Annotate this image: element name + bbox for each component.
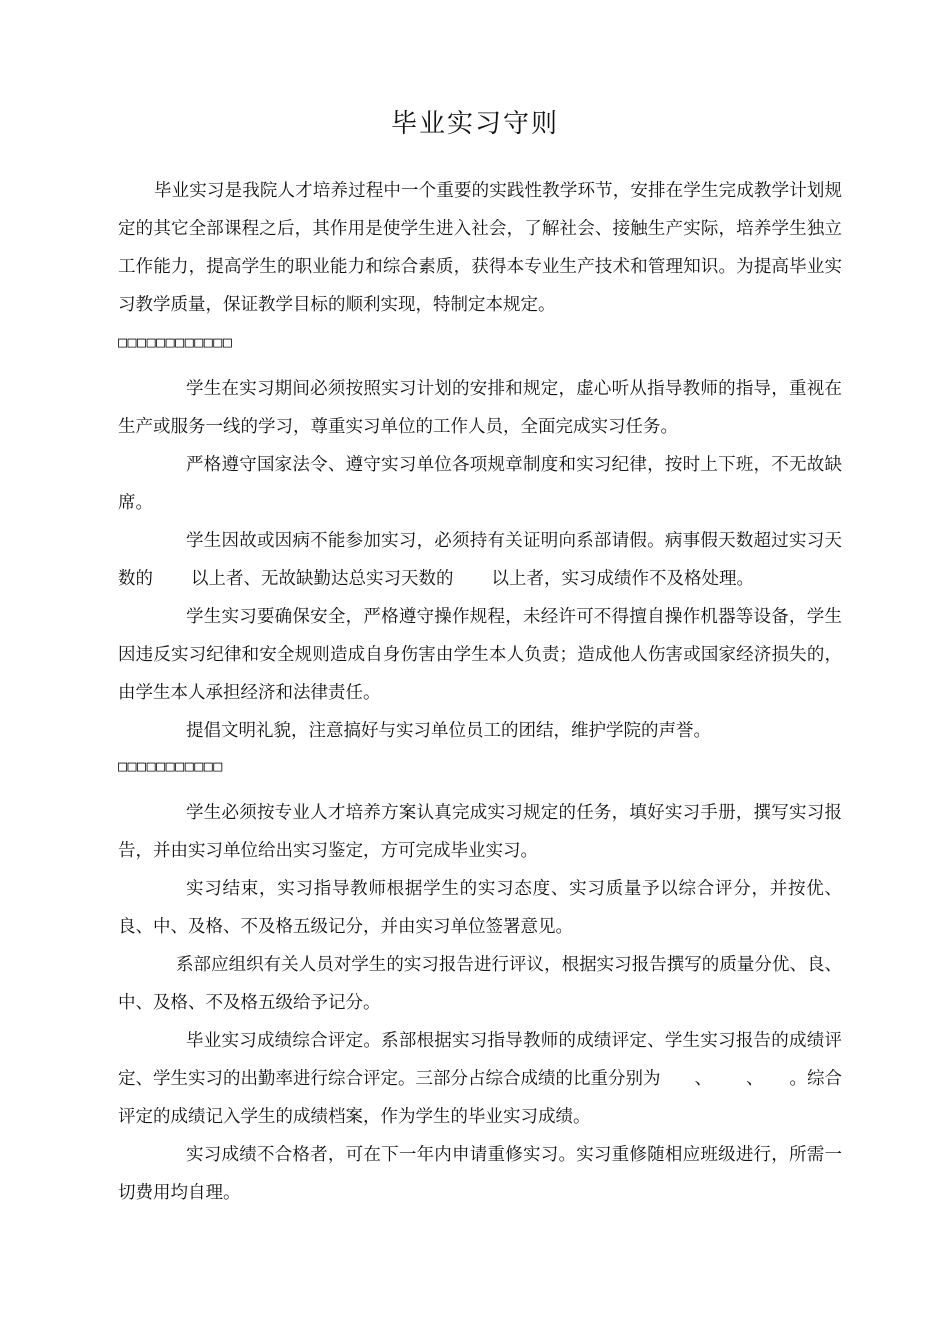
section-2-paragraph-1: 学生必须按专业人才培养方案认真完成实习规定的任务，填好实习手册，撰写实习报告，并由实习单位给出实习鉴定，方可完成毕业实习。: [118, 803, 842, 861]
paragraph-3-text-a: 学生因故或因病不能参加实习，必须持有关证明向系部请假。病事假天数超过实习天数的: [118, 531, 842, 589]
section-2-heading: □□□□□□□□□□□: [118, 757, 223, 775]
section-1-paragraph-5: 提倡文明礼貌，注意搞好与实习单位员工的团结，维护学院的声誉。: [186, 721, 711, 741]
section-2-paragraph-5: 实习成绩不合格者，可在下一年内申请重修实习。实习重修随相应班级进行，所需一切费用均自理。: [118, 1145, 842, 1203]
paragraph-3-text-c: 以上者，实习成绩作不及格处理。: [491, 569, 754, 589]
section-1-paragraph-2: 严格遵守国家法令、遵守实习单位各项规章制度和实习纪律，按时上下班，不无故缺席。: [118, 455, 842, 513]
section-1-paragraph-1: 学生在实习期间必须按照实习计划的安排和规定，虚心听从指导教师的指导，重视在生产或服务一线的学习，尊重实习单位的工作人员，全面完成实习任务。: [118, 379, 842, 437]
section-2-paragraph-2: 实习结束，实习指导教师根据学生的实习态度、实习质量予以综合评分，并按优、良、中、及格、不及格五级记分，并由实习单位签署意见。: [118, 879, 842, 937]
section-1-heading: □□□□□□□□□□□□: [118, 333, 233, 351]
separator-2: 、: [746, 1069, 764, 1089]
section-2-paragraph-4: [118, 1022, 842, 1136]
intro-paragraph: 毕业实习是我院人才培养过程中一个重要的实践性教学环节，安排在学生完成教学计划规定的其它全部课程之后，其作用是使学生进入社会，了解社会、接触生产实际，培养学生独立工作能力，提高学生的职业能力和综合素质，获得本专业生产技术和管理知识。为提高毕业实习教学质量，保证教学目标的顺利实现，特制定本规定。: [118, 181, 842, 315]
section-2-paragraph-3: 系部应组织有关人员对学生的实习报告进行评议，根据实习报告撰写的质量分优、良、中、及格、不及格五级给予记分。: [118, 955, 842, 1013]
document-title: 毕业实习守则: [390, 109, 559, 139]
section-1-paragraph-4: 学生实习要确保安全，严格遵守操作规程，未经许可不得擅自操作机器等设备，学生因违反实习纪律和安全规则造成自身伤害由学生本人负责；造成他人伤害或国家经济损失的，由学生本人承担经济和法律责任。: [118, 607, 842, 703]
paragraph-3-text-b: 以上者、无故缺勤达总实习天数的: [191, 569, 454, 589]
paragraph-4-text-b: 。综合评定的成绩记入学生的成绩档案，作为学生的毕业实习成绩。: [118, 1069, 842, 1127]
section-1-paragraph-3: [118, 522, 842, 598]
separator-1: 、: [694, 1069, 712, 1089]
paragraph-4-text-a: 毕业实习成绩综合评定。系部根据实习指导教师的成绩评定、学生实习报告的成绩评定、学生实习的出勤率进行综合评定。三部分占综合成绩的比重分别为: [118, 1031, 842, 1089]
